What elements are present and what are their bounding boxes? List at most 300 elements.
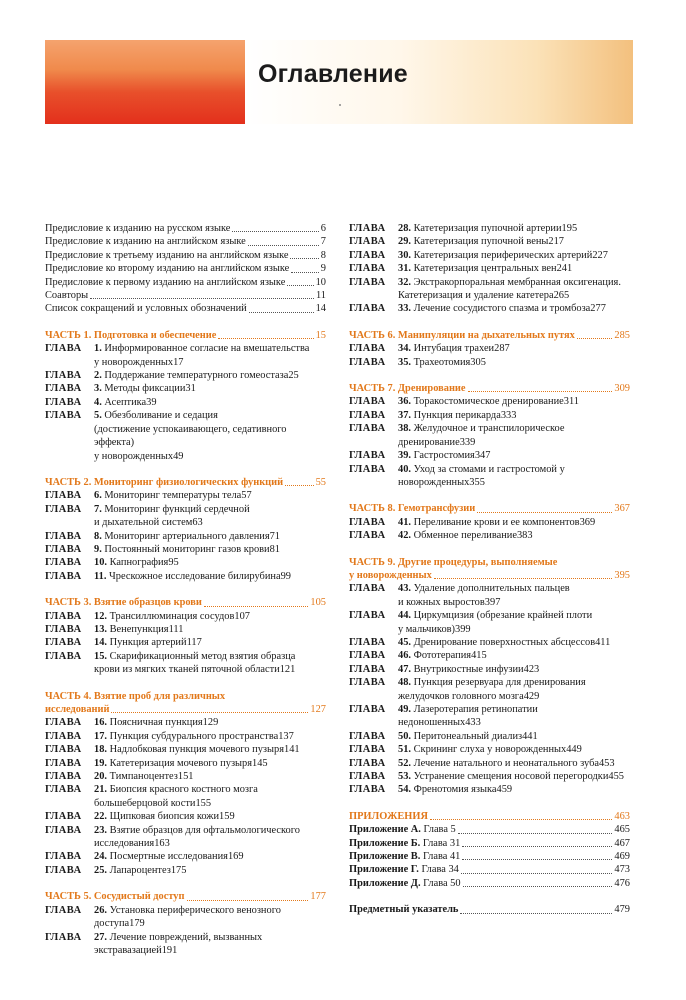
chapter-prefix: ГЛАВА xyxy=(45,771,82,783)
part-title: исследований xyxy=(45,704,110,715)
dot-leader xyxy=(291,272,319,273)
chapter-line xyxy=(94,423,326,450)
chapter-entry[interactable] xyxy=(349,463,630,490)
part-page: 15 xyxy=(315,329,326,341)
chapter-title: Катетеризация пупочной артерии xyxy=(413,223,562,234)
chapter-page: 415 xyxy=(471,650,487,662)
chapter-line xyxy=(398,757,630,770)
chapter-page: 25 xyxy=(288,370,299,382)
chapter-body xyxy=(398,770,630,783)
chapter-entry[interactable] xyxy=(349,235,630,248)
part-title: ПРИЛОЖЕНИЯ xyxy=(349,810,428,822)
chapter-title: Циркумцизия (обрезание крайней плоти xyxy=(413,610,593,622)
chapter-page: 49 xyxy=(173,450,184,462)
chapter-title-text xyxy=(398,516,580,529)
chapter-prefix: ГЛАВА xyxy=(349,343,386,355)
toc-entry-page: 9 xyxy=(320,263,326,275)
chapter-entry[interactable] xyxy=(349,783,630,796)
toc-entry[interactable] xyxy=(45,302,326,315)
chapter-entry[interactable] xyxy=(349,449,630,462)
chapter-line xyxy=(398,582,630,595)
part-heading[interactable] xyxy=(45,890,326,903)
part-title: ЧАСТЬ 9. Другие процедуры, выполняемые xyxy=(349,556,558,568)
chapter-entry[interactable] xyxy=(45,743,326,756)
appendix-label xyxy=(349,823,456,836)
appendix-entry[interactable] xyxy=(349,837,630,850)
part-heading[interactable] xyxy=(45,596,326,609)
chapter-body xyxy=(94,650,326,677)
chapter-line xyxy=(94,770,326,783)
chapter-title-text xyxy=(94,424,286,448)
chapter-entry[interactable] xyxy=(45,369,326,382)
chapter-page: 459 xyxy=(496,784,513,796)
chapter-title-text xyxy=(94,743,284,756)
chapter-prefix: ГЛАВА xyxy=(349,396,386,408)
chapter-entry[interactable] xyxy=(349,676,630,703)
dot-leader xyxy=(463,886,613,887)
chapter-title-text xyxy=(398,716,465,729)
part-heading[interactable] xyxy=(45,329,326,342)
chapter-body xyxy=(398,757,630,770)
chapter-number: 47. xyxy=(398,663,411,675)
chapter-page: 31 xyxy=(185,383,196,395)
chapter-entry[interactable] xyxy=(349,636,630,649)
chapter-title-text xyxy=(94,356,173,369)
part-heading[interactable] xyxy=(45,476,326,489)
chapter-title: Торакостомическое дренирование xyxy=(413,396,564,408)
chapter-body xyxy=(398,449,630,462)
chapter-entry[interactable] xyxy=(45,636,326,649)
appendix-entry[interactable] xyxy=(349,877,630,890)
chapter-body xyxy=(398,356,630,369)
part-heading[interactable] xyxy=(349,502,630,515)
chapter-body xyxy=(398,730,630,743)
chapter-entry[interactable] xyxy=(45,931,326,958)
chapter-number: 13. xyxy=(94,623,107,635)
chapter-body xyxy=(398,262,630,275)
chapter-prefix: ГЛАВА xyxy=(349,744,386,756)
chapter-title-text xyxy=(398,289,554,302)
chapter-title: Установка периферического венозного xyxy=(109,904,281,916)
chapter-page: 441 xyxy=(522,730,538,742)
chapter-title: новорожденных xyxy=(398,476,470,488)
chapter-entry[interactable] xyxy=(45,864,326,877)
chapter-page: 433 xyxy=(465,717,481,729)
chapter-entry[interactable] xyxy=(45,342,326,369)
appendix-entry[interactable] xyxy=(349,863,630,876)
chapter-entry[interactable] xyxy=(349,529,630,542)
chapter-title: Лапароцентез xyxy=(109,864,171,876)
chapter-entry[interactable] xyxy=(45,570,326,583)
toc-entry[interactable] xyxy=(45,276,326,289)
chapter-body xyxy=(398,422,630,449)
chapter-title-text xyxy=(398,663,524,676)
chapter-page: 57 xyxy=(241,490,252,502)
chapter-entry[interactable] xyxy=(45,503,326,530)
chapter-page: 347 xyxy=(474,450,491,462)
chapter-title-text xyxy=(398,342,494,355)
chapter-line xyxy=(94,396,326,409)
chapter-page: 339 xyxy=(459,436,476,448)
dot-leader xyxy=(90,298,314,299)
chapter-entry[interactable] xyxy=(349,302,630,315)
chapter-entry[interactable] xyxy=(349,249,630,262)
chapter-prefix: ГЛАВА xyxy=(45,757,82,769)
dot-leader xyxy=(434,578,613,579)
chapter-line xyxy=(94,757,326,770)
chapter-title: Мониторинг артериального давления xyxy=(104,530,270,542)
chapter-entry[interactable] xyxy=(349,757,630,770)
chapter-prefix: ГЛАВА xyxy=(349,583,386,595)
chapter-title: исследования xyxy=(94,838,155,850)
chapter-page: 141 xyxy=(284,744,300,756)
chapter-page: 129 xyxy=(202,717,219,729)
part-heading[interactable] xyxy=(349,329,630,342)
chapter-title-text xyxy=(94,396,146,409)
chapter-title: Капнография xyxy=(109,557,169,569)
appendix-entry[interactable] xyxy=(349,823,630,836)
chapter-number: 39. xyxy=(398,450,411,462)
chapter-entry[interactable] xyxy=(45,610,326,623)
chapter-number: 48. xyxy=(398,677,411,689)
chapter-entry[interactable] xyxy=(45,730,326,743)
chapter-prefix: ГЛАВА xyxy=(45,610,82,622)
chapter-line xyxy=(94,356,326,369)
part-heading-group xyxy=(45,690,326,717)
chapter-title-text xyxy=(94,932,262,943)
chapter-title: Информированное согласие на вмешательства xyxy=(104,343,310,355)
chapter-title-text xyxy=(398,449,475,462)
chapter-title: Трансиллюминация сосудов xyxy=(109,610,235,622)
chapter-entry[interactable] xyxy=(45,770,326,783)
chapter-title-text xyxy=(398,395,564,408)
chapter-page: 333 xyxy=(500,409,517,421)
chapter-title: Катетеризация и удаление катетера xyxy=(398,290,554,302)
chapter-entry[interactable] xyxy=(349,582,630,609)
chapter-entry[interactable] xyxy=(349,743,630,756)
chapter-title-text xyxy=(398,423,565,434)
chapter-line xyxy=(94,743,326,756)
chapter-number: 28. xyxy=(398,223,411,234)
chapter-page: 151 xyxy=(177,771,194,783)
chapter-title: Взятие образцов для офтальмологического xyxy=(109,824,300,836)
chapter-entry[interactable] xyxy=(45,382,326,395)
chapter-body xyxy=(398,409,630,422)
chapter-body xyxy=(398,463,630,490)
chapter-entry[interactable] xyxy=(45,556,326,569)
chapter-body xyxy=(398,636,630,649)
chapter-page: 399 xyxy=(455,623,471,635)
chapter-page: 169 xyxy=(227,851,244,863)
chapter-prefix: ГЛАВА xyxy=(45,623,82,635)
chapter-page: 39 xyxy=(146,396,157,408)
chapter-page: 241 xyxy=(556,263,573,275)
chapter-entry[interactable] xyxy=(45,904,326,931)
chapter-line xyxy=(398,676,630,689)
chapter-entry[interactable] xyxy=(45,650,326,677)
chapter-prefix: ГЛАВА xyxy=(45,730,82,742)
chapter-title-text xyxy=(94,784,258,795)
chapter-number: 26. xyxy=(94,904,107,916)
chapter-title-text xyxy=(398,464,565,475)
chapter-body xyxy=(94,810,326,823)
chapter-line xyxy=(94,850,326,863)
chapter-number: 53. xyxy=(398,771,411,783)
part-heading[interactable] xyxy=(349,810,630,823)
chapter-entry[interactable] xyxy=(349,356,630,369)
chapter-title: Желудочное и транспилорическое xyxy=(413,423,565,435)
chapter-page: 95 xyxy=(168,557,179,569)
chapter-number: 18. xyxy=(94,744,107,756)
chapter-number: 10. xyxy=(94,557,107,569)
chapter-title: Надлобковая пункция мочевого пузыря xyxy=(109,744,284,756)
chapter-entry[interactable] xyxy=(45,716,326,729)
chapter-title: Лазеротерапия ретинопатии xyxy=(413,704,538,715)
chapter-body xyxy=(398,395,630,408)
chapter-title: Лечение сосудистого спазма и тромбоза xyxy=(413,303,591,315)
chapter-entry[interactable] xyxy=(349,262,630,275)
toc-entry-page: 10 xyxy=(315,276,326,288)
chapter-prefix: ГЛАВА xyxy=(45,410,82,422)
chapter-entry[interactable] xyxy=(349,663,630,676)
chapter-body xyxy=(94,864,326,877)
chapter-number: 42. xyxy=(398,530,411,542)
chapter-body xyxy=(398,235,630,248)
appendix-text: Глава 41 xyxy=(422,851,461,863)
chapter-number: 54. xyxy=(398,784,411,796)
chapter-body xyxy=(94,623,326,636)
toc-entry-title: Список сокращений и условных обозначений xyxy=(45,303,247,315)
chapter-entry[interactable] xyxy=(349,222,630,235)
chapter-prefix: ГЛАВА xyxy=(349,463,386,475)
chapter-entry[interactable] xyxy=(349,422,630,449)
chapter-entry[interactable] xyxy=(45,543,326,556)
chapter-line xyxy=(398,596,630,609)
chapter-line xyxy=(398,770,630,783)
chapter-line xyxy=(398,529,630,542)
chapter-line xyxy=(94,342,326,355)
dot-leader xyxy=(204,606,309,607)
chapter-prefix: ГЛАВА xyxy=(349,263,386,275)
chapter-title: у мальчиков) xyxy=(398,623,456,635)
chapter-line xyxy=(398,302,630,315)
toc-entry[interactable] xyxy=(45,262,326,275)
chapter-title: Устранение смещения носовой перегородки xyxy=(413,771,609,783)
chapter-entry[interactable] xyxy=(45,623,326,636)
chapter-title: Интубация трахеи xyxy=(413,343,495,355)
chapter-line xyxy=(398,463,630,476)
dot-leader xyxy=(477,512,612,513)
chapter-title-text xyxy=(398,770,608,783)
appendix-page: 465 xyxy=(614,824,630,836)
chapter-title: крови из мягких тканей пяточной области xyxy=(94,664,280,676)
dot-leader xyxy=(460,913,612,914)
chapter-body xyxy=(94,530,326,543)
chapter-title: Пункция резервуара для дренирования xyxy=(413,677,586,689)
dot-leader xyxy=(290,258,318,259)
chapter-entry[interactable] xyxy=(349,516,630,529)
chapter-title: Пункция субдурального пространства xyxy=(109,730,279,742)
toc-entry-title: Предисловие к изданию на русском языке xyxy=(45,223,231,234)
chapter-entry[interactable] xyxy=(45,530,326,543)
chapter-number: 1. xyxy=(94,343,102,355)
part-title: ЧАСТЬ 8. Гемотрансфузии xyxy=(349,503,476,515)
dot-leader xyxy=(285,485,313,486)
toc-column-right xyxy=(349,222,630,917)
chapter-body xyxy=(398,222,630,235)
chapter-entry[interactable] xyxy=(349,730,630,743)
chapter-line xyxy=(94,543,326,556)
part-page: 395 xyxy=(614,569,630,581)
chapter-line xyxy=(94,382,326,395)
part-heading[interactable] xyxy=(349,382,630,395)
chapter-title-text xyxy=(398,476,469,489)
toc-entry-page: 11 xyxy=(315,290,326,302)
chapter-title-text xyxy=(94,663,280,676)
chapter-line xyxy=(398,222,630,235)
chapter-page: 453 xyxy=(598,757,615,769)
toc-entry[interactable] xyxy=(45,222,326,235)
chapter-line xyxy=(398,409,630,422)
chapter-page: 117 xyxy=(186,637,202,649)
part-page: 309 xyxy=(614,383,630,395)
chapter-title: Катетеризация центральных вен xyxy=(413,263,557,275)
chapter-line xyxy=(94,810,326,823)
chapter-body xyxy=(94,489,326,502)
chapter-title-text xyxy=(398,583,570,594)
chapter-entry[interactable] xyxy=(349,342,630,355)
part-heading[interactable] xyxy=(349,556,630,569)
appendix-entry[interactable] xyxy=(349,850,630,863)
toc-entry-title: Предисловие ко второму изданию на английском языке xyxy=(45,263,290,275)
part-title: ЧАСТЬ 7. Дренирование xyxy=(349,383,466,395)
chapter-body xyxy=(94,824,326,851)
chapter-page: 449 xyxy=(566,744,582,756)
chapter-body xyxy=(94,570,326,583)
chapter-prefix: ГЛАВА xyxy=(349,249,386,261)
chapter-title-text xyxy=(398,596,485,609)
chapter-number: 7. xyxy=(94,503,102,515)
toc-entry[interactable] xyxy=(45,289,326,302)
appendix-text: Глава 34 xyxy=(421,864,459,876)
chapter-entry[interactable] xyxy=(349,609,630,636)
dot-leader xyxy=(232,231,318,232)
chapter-title-text xyxy=(94,905,281,916)
chapter-page: 277 xyxy=(590,303,606,315)
chapter-title-text xyxy=(94,757,252,770)
toc-entry-page: 14 xyxy=(315,303,326,315)
appendix-label xyxy=(349,863,459,876)
chapter-prefix: ГЛАВА xyxy=(349,423,386,435)
chapter-title-text xyxy=(398,222,562,235)
part-heading[interactable] xyxy=(45,690,326,703)
chapter-title-text xyxy=(94,382,185,395)
chapter-entry[interactable] xyxy=(45,396,326,409)
chapter-entry[interactable] xyxy=(45,783,326,810)
chapter-title-text xyxy=(398,649,471,662)
chapter-page: 311 xyxy=(563,396,579,408)
chapter-title: Френотомия языка xyxy=(413,784,497,796)
toc-column-left xyxy=(45,222,326,957)
chapter-page: 191 xyxy=(161,944,178,956)
chapter-title: Внутрикостные инфузии xyxy=(413,663,524,675)
part-title: у новорожденных xyxy=(349,569,432,581)
dot-leader xyxy=(461,873,613,874)
appendix-name: Приложение Д. xyxy=(349,877,421,889)
chapter-title-text xyxy=(94,716,203,729)
chapter-entry[interactable] xyxy=(45,757,326,770)
chapter-title-text xyxy=(398,690,524,703)
appendix-name: Приложение Б. xyxy=(349,837,421,849)
chapter-title: желудочков головного мозга xyxy=(398,690,524,702)
chapter-entry[interactable] xyxy=(349,395,630,408)
chapter-title-text xyxy=(94,797,195,810)
toc-entry[interactable] xyxy=(45,249,326,262)
part-heading[interactable] xyxy=(349,569,630,582)
dot-leader xyxy=(187,900,309,901)
chapter-entry[interactable] xyxy=(45,489,326,502)
chapter-prefix: ГЛАВА xyxy=(349,303,386,315)
toc-entry[interactable] xyxy=(45,235,326,248)
chapter-number: 22. xyxy=(94,811,107,823)
chapter-number: 44. xyxy=(398,610,411,622)
index-entry[interactable] xyxy=(349,903,630,916)
chapter-line xyxy=(94,556,326,569)
chapter-entry[interactable] xyxy=(45,810,326,823)
chapter-prefix: ГЛАВА xyxy=(349,223,386,234)
chapter-entry[interactable] xyxy=(349,770,630,783)
chapter-title: Венепункция xyxy=(109,623,169,635)
chapter-line xyxy=(398,395,630,408)
chapter-title-text xyxy=(94,343,309,354)
chapter-entry[interactable] xyxy=(45,824,326,851)
chapter-prefix: ГЛАВА xyxy=(45,811,82,823)
chapter-line xyxy=(94,650,326,663)
chapter-entry[interactable] xyxy=(45,850,326,863)
chapter-line xyxy=(94,663,326,676)
chapter-body xyxy=(398,649,630,662)
part-title: ЧАСТЬ 1. Подготовка и обеспечение xyxy=(45,329,217,341)
chapter-entry[interactable] xyxy=(45,409,326,463)
chapter-entry[interactable] xyxy=(349,276,630,303)
part-heading[interactable] xyxy=(45,703,326,716)
chapter-prefix: ГЛАВА xyxy=(45,650,82,662)
chapter-body xyxy=(398,582,630,609)
part-title: ЧАСТЬ 5. Сосудистый доступ xyxy=(45,891,185,903)
chapter-body xyxy=(398,703,630,730)
chapter-body xyxy=(94,743,326,756)
chapter-number: 40. xyxy=(398,463,411,475)
chapter-line xyxy=(94,944,326,957)
chapter-title: Асептика xyxy=(104,396,147,408)
chapter-line xyxy=(94,716,326,729)
chapter-entry[interactable] xyxy=(349,409,630,422)
chapter-title: Тимпаноцентез xyxy=(109,771,178,783)
chapter-title: Обезболивание и седация xyxy=(104,410,218,422)
part-page: 105 xyxy=(310,597,326,609)
chapter-line xyxy=(398,609,630,622)
part-page: 367 xyxy=(614,503,630,515)
chapter-prefix: ГЛАВА xyxy=(45,343,82,355)
chapter-title-text xyxy=(94,864,171,877)
toc-entry-title: Предисловие к третьему изданию на английском языке xyxy=(45,249,289,261)
header-banner-red xyxy=(45,40,245,124)
chapter-line xyxy=(94,409,326,422)
chapter-entry[interactable] xyxy=(349,703,630,730)
decorative-dot xyxy=(339,104,341,106)
chapter-entry[interactable] xyxy=(349,649,630,662)
toc-entry-page: 8 xyxy=(320,249,326,261)
